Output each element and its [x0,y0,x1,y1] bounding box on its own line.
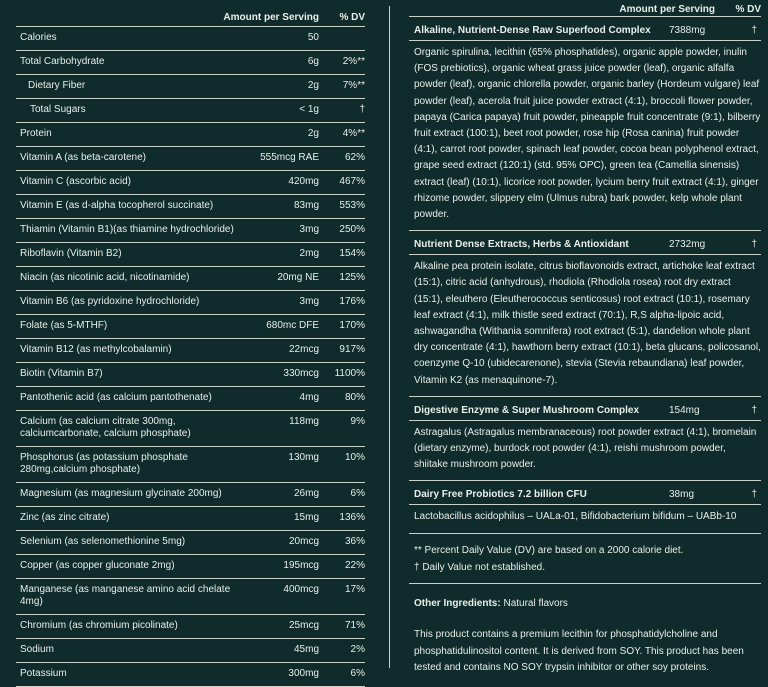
nutrient-amount: 15mg [293,512,319,523]
blend-dv: † [751,239,757,251]
table-row [16,242,365,266]
nutrient-name: Zinc (as zinc citrate) [20,512,110,523]
blend-ingredients: Astragalus (Astragalus membranaceous) root powder extract (4:1), bromelain (dietary enzyme), burdock root powder (4:1), reishi mushroom powder, shiitake mushroom powder. [409,420,761,481]
column-divider [389,6,390,668]
nutrient-amount: 420mg [288,176,319,187]
nutrient-name: Potassium [20,668,67,679]
left-column-header [16,8,365,26]
right-column-header [409,0,761,16]
table-row [16,50,365,74]
nutrient-name: Magnesium (as magnesium glycinate 200mg) [20,488,222,499]
nutrient-name: Phosphorus (as potassium phosphate 280mg,calcium phosphate) [20,452,188,475]
blend-superfood [409,16,761,230]
nutrient-amount: 83mg [293,200,319,211]
nutrient-amount: 26mg [293,488,319,499]
nutrition-facts-right [409,0,761,677]
nutrient-amount: 3mg [299,224,319,235]
table-row [16,554,365,578]
nutrient-amount: 50 [307,32,319,43]
nutrient-dv: 22% [344,560,365,571]
table-row [16,662,365,686]
lecithin-note: This product contains a premium lecithin for phosphatidylcholine and phosphatidulinositol content. It is derived from SOY. This product has been tested and contains NO SOY trypsin inhibitor or other soy proteins. [414,629,744,674]
nutrient-name: Calcium (as calcium citrate 300mg, calciumcarbonate, calcium phosphate) [20,416,191,439]
table-row [16,146,365,170]
nutrient-amount: 3mg [299,296,319,307]
nutrient-amount: 2mg [299,248,319,259]
blend-header [409,239,761,252]
nutrient-dv: 250% [339,224,365,235]
nutrient-dv: 176% [339,296,365,307]
blend-name: Digestive Enzyme & Super Mushroom Complex [414,404,640,416]
dagger-footnote: † Daily Value not established. [414,561,546,573]
nutrient-name: Total Carbohydrate [20,56,105,67]
nutrient-amount: 300mg [288,668,319,679]
nutrient-amount: 20mg NE [277,272,319,283]
table-row [16,614,365,638]
blend-name: Alkaline, Nutrient-Dense Raw Superfood Complex [414,25,651,36]
table-row [16,26,365,50]
blend-probiotics [409,480,761,532]
table-row [16,506,365,530]
nutrient-amount: 22mcg [288,344,319,355]
nutrient-name: Riboflavin (Vitamin B2) [20,248,122,259]
nutrient-dv: 1100% [334,368,365,379]
other-ingredients-label: Other Ingredients: [414,597,501,609]
nutrient-name: Vitamin C (ascorbic acid) [20,176,131,187]
table-row [16,362,365,386]
nutrient-amount: 118mg [289,416,319,427]
blend-name: Nutrient Dense Extracts, Herbs & Antioxidant [414,239,629,251]
table-row [16,638,365,662]
blend-dv: † [751,25,757,36]
nutrient-amount: < 1g [299,104,319,115]
nutrient-dv: 17% [344,584,365,595]
blend-header [409,405,761,418]
nutrient-name: Vitamin E (as d-alpha tocopherol succinate) [20,200,214,211]
nutrient-name: Selenium (as selenomethionine 5mg) [20,536,186,547]
table-row [16,446,365,482]
nutrient-dv: 125% [339,272,365,283]
nutrient-dv: 36% [344,536,365,547]
blend-dv: † [751,489,757,501]
table-row [16,338,365,362]
nutrient-dv: 4%** [342,128,365,139]
nutrient-dv: 62% [344,152,365,163]
nutrient-name: Chromium (as chromium picolinate) [20,620,178,631]
nutrient-amount: 680mc DFE [266,320,319,331]
table-row [16,194,365,218]
nutrient-dv: 7%** [342,80,365,91]
table-row [16,218,365,242]
footnotes [409,533,761,576]
nutrient-name: Folate (as 5-MTHF) [20,320,108,331]
nutrient-amount: 45mg [293,644,319,655]
nutrient-name: Protein [20,128,52,139]
nutrient-dv: 80% [344,392,365,403]
dv-footnote: ** Percent Daily Value (DV) are based on a 2000 calorie diet. [414,544,684,556]
amount-per-serving-heading: Amount per Serving [223,12,319,23]
nutrient-name: Vitamin B6 (as pyridoxine hydrochloride) [20,296,200,307]
blend-ingredients: Alkaline pea protein isolate, citrus bioflavonoids extract, artichoke leaf extract (15:1), citric acid (anhydrous), rhodiola (Rhodiola rosea) root dry extract (15:1), eleuthero (Eleutherococcus senticosus) root extract (10:1), rosemary leaf extract (4:1), milk thistle seed extract (70:1), R,S alpha-lipoic acid, ashwagandha (Withania somnifera) root extract (5:1), dandelion whole plant dry concentrate (4:1), hawthorn berry extract (10:1), beta glucans, policosanol, coenzyme Q-10 (ubidecarenone), stevia (Stevia rebaundiana) leaf powder, Vitamin K2 (as menaquinone-7). [409,254,761,396]
nutrient-dv: 2% [350,644,365,655]
blend-ingredients: Organic spirulina, lecithin (65% phosphatides), organic apple powder, inulin (FOS prebiotics), organic wheat grass juice powder (leaf), organic alfalfa powder (leaf), organic chlorella powder, organic barley (Hordeum vulgare) leaf powder (leaf), acerola fruit juice powder extract (4:1), broccoli flower powder, papaya (Carica papaya) fruit powder, pineapple fruit concentrate (9:1), bilberry fruit extract (100:1), beet root powder, rose hip (Rosa canina) fruit powder (4:1), carrot root powder, spinach leaf powder, cocoa bean polyphenol extract, grape seed extract (120:1) (std. 95% OPC), green tea (Camellia sinensis) extract (leaf) (10:1), licorice root powder, lycium berry fruit extract (4:1), ginger rhizome powder, slippery elm (Ulmus rubra) bark powder, kelp whole plant powder. [409,40,761,230]
nutrient-dv: 917% [339,344,365,355]
nutrient-dv: 71% [344,620,365,631]
nutrient-amount: 20mcg [288,536,319,547]
nutrient-amount: 25mcg [288,620,319,631]
table-row [16,290,365,314]
nutrient-dv: 10% [344,452,365,463]
nutrient-amount: 2g [307,80,319,91]
nutrient-dv: 467% [339,176,365,187]
blend-dv: † [751,404,757,416]
nutrient-name: Copper (as copper gluconate 2mg) [20,560,175,571]
nutrient-name: Vitamin A (as beta-carotene) [20,152,146,163]
nutrient-name: Thiamin (Vitamin B1)(as thiamine hydrochloride) [20,224,234,235]
nutrient-table [16,26,365,686]
nutrient-name: Pantothenic acid (as calcium pantothenate) [20,392,212,403]
table-row [16,578,365,614]
other-ingredients-value: Natural flavors [500,597,568,609]
nutrient-amount: 6g [307,56,319,67]
nutrient-dv: † [359,104,365,115]
nutrient-amount: 2g [307,128,319,139]
blend-header [409,489,761,502]
blend-name: Dairy Free Probiotics 7.2 billion CFU [414,489,587,501]
nutrient-name: Total Sugars [30,104,86,115]
nutrient-name: Dietary Fiber [28,80,86,91]
blend-enzyme-mushroom [409,396,761,481]
table-row [16,122,365,146]
nutrient-name: Sodium [20,644,54,655]
blend-amount: 154mg [669,404,700,416]
nutrient-amount: 195mcg [283,560,319,571]
other-ingredients [409,583,761,677]
nutrient-dv: 136% [339,512,365,523]
nutrient-amount: 555mcg RAE [260,152,319,163]
dv-heading: % DV [339,12,365,23]
nutrient-dv: 170% [339,320,365,331]
table-row [16,386,365,410]
table-row [16,266,365,290]
nutrient-dv: 2%** [342,56,365,67]
amount-per-serving-heading: Amount per Serving [619,4,715,15]
table-row [16,314,365,338]
nutrient-name: Calories [20,32,57,43]
nutrient-dv: 6% [350,668,365,679]
nutrient-name: Vitamin B12 (as methylcobalamin) [20,344,172,355]
other-ingredients-line [414,596,761,613]
table-row [16,98,365,122]
table-row [16,170,365,194]
nutrient-amount: 4mg [299,392,319,403]
nutrient-dv: 6% [350,488,365,499]
table-row [16,530,365,554]
blend-extracts [409,230,761,396]
blend-amount: 2732mg [669,239,706,251]
nutrient-dv: 9% [350,416,365,427]
table-row [16,74,365,98]
nutrient-dv: 154% [339,248,365,259]
nutrient-name: Manganese (as manganese amino acid chelate 4mg) [20,584,231,607]
table-row [16,410,365,446]
blend-header [409,25,761,38]
blend-amount: 7388mg [669,25,706,36]
nutrient-name: Niacin (as nicotinic acid, nicotinamide) [20,272,190,283]
nutrient-amount: 130mg [288,452,319,463]
table-row [16,482,365,506]
blend-ingredients: Lactobacillus acidophilus – UALa-01, Bifidobacterium bifidum – UABb-10 [409,504,761,532]
nutrient-amount: 400mcg [283,584,319,595]
nutrition-facts-left [16,8,365,687]
nutrient-name: Biotin (Vitamin B7) [20,368,103,379]
nutrient-dv: 553% [339,200,365,211]
nutrient-amount: 330mcg [283,368,319,379]
blend-amount: 38mg [669,489,695,501]
dv-heading: % DV [735,4,761,15]
